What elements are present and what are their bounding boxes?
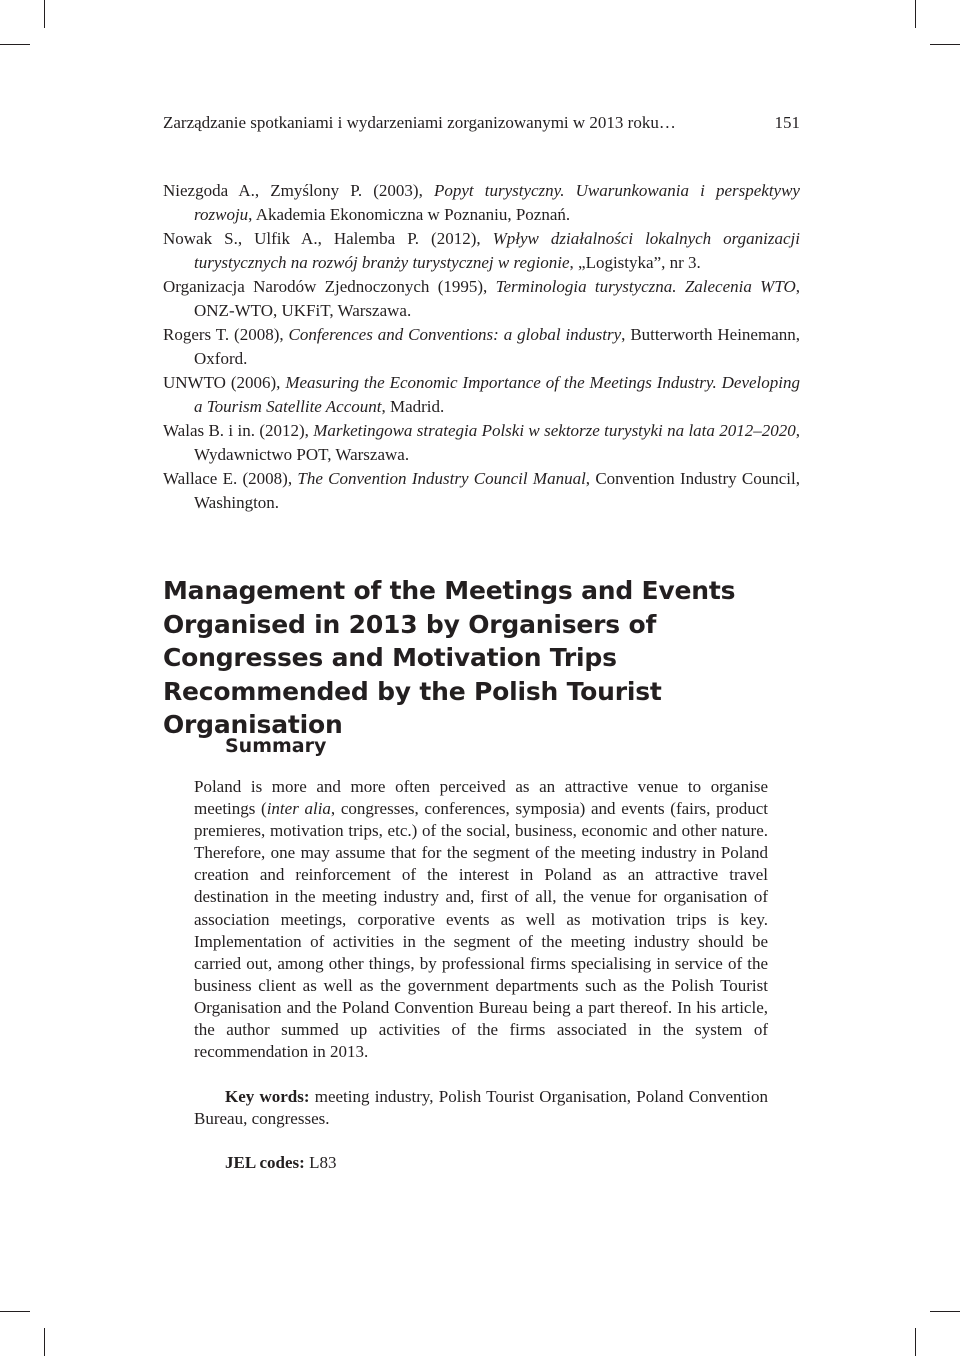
reference-item: Niezgoda A., Zmyślony P. (2003), Popyt turystyczny. Uwarunkowania i perspektywy rozwoju, Akademia Ekonomiczna w Poznaniu, Poznań. bbox=[163, 181, 800, 224]
reference-item: Walas B. i in. (2012), Marketingowa strategia Polski w sektorze turystyki na lata 2012–2020, Wydawnictwo POT, Warszawa. bbox=[163, 421, 800, 464]
article-title: Management of the Meetings and Events Organised in 2013 by Organisers of Congresses and Motivation Trips Recommended by the Polish Tourist Organisation bbox=[163, 576, 736, 739]
crop-mark-bottom-left bbox=[0, 1311, 30, 1312]
reference-list bbox=[163, 179, 800, 515]
jel-label: JEL codes: bbox=[225, 1153, 305, 1172]
keywords-value: meeting industry, Polish Tourist Organisation, Poland Convention Bureau, congresses. bbox=[194, 1087, 768, 1128]
jel-value: L83 bbox=[304, 1153, 337, 1172]
crop-mark-bottom-right bbox=[915, 1328, 916, 1356]
jel-codes bbox=[225, 1152, 336, 1174]
crop-mark-top-right bbox=[915, 0, 916, 28]
running-head-title: Zarządzanie spotkaniami i wydarzeniami zorganizowanymi w 2013 roku… bbox=[163, 113, 676, 132]
reference-item: UNWTO (2006), Measuring the Economic Importance of the Meetings Industry. Developing a Tourism Satellite Account, Madrid. bbox=[163, 373, 800, 416]
keywords bbox=[194, 1086, 768, 1130]
summary-text: Poland is more and more often perceived as an attractive venue to organise meetings (inter alia, congresses, conferences, symposia) and events (fairs, product premieres, motivation trips, etc.) of the social, business, economic and other nature. Therefore, one may assume that for the segment of the meeting industry in Poland creation and reinforcement of the interest in Poland as an attractive travel destination in the meeting industry and, first of all, the venue for organisation of association meetings, corporative events as well as motivation trips is key. Implementation of activities in the segment of the meeting industry should be carried out, among other things, by professional firms specialising in service of the business client as well as the government departments such as the Polish Tourist Organisation and the Poland Convention Bureau being a part thereof. In his article, the author summed up activities of the firms associated in the system of recommendation in 2013. bbox=[194, 777, 768, 1062]
crop-mark-top-right bbox=[930, 44, 960, 45]
reference-item: Wallace E. (2008), The Convention Industry Council Manual, Convention Industry Council, Washington. bbox=[163, 469, 800, 512]
reference-item: Nowak S., Ulfik A., Halemba P. (2012), Wpływ działalności lokalnych organizacji turystycznych na rozwój branży turystycznej w regionie, „Logistyka”, nr 3. bbox=[163, 229, 800, 272]
crop-mark-bottom-right bbox=[930, 1311, 960, 1312]
crop-mark-top-left bbox=[0, 44, 30, 45]
reference-item: Rogers T. (2008), Conferences and Conventions: a global industry, Butterworth Heinemann, Oxford. bbox=[163, 325, 800, 368]
page-number: 151 bbox=[774, 113, 800, 132]
reference-item: Organizacja Narodów Zjednoczonych (1995), Terminologia turystyczna. Zalecenia WTO, ONZ-WTO, UKFiT, Warszawa. bbox=[163, 277, 800, 320]
crop-mark-top-left bbox=[44, 0, 45, 28]
crop-mark-bottom-left bbox=[44, 1328, 45, 1356]
summary-heading: Summary bbox=[225, 735, 327, 757]
keywords-label: Key words: bbox=[225, 1087, 310, 1106]
